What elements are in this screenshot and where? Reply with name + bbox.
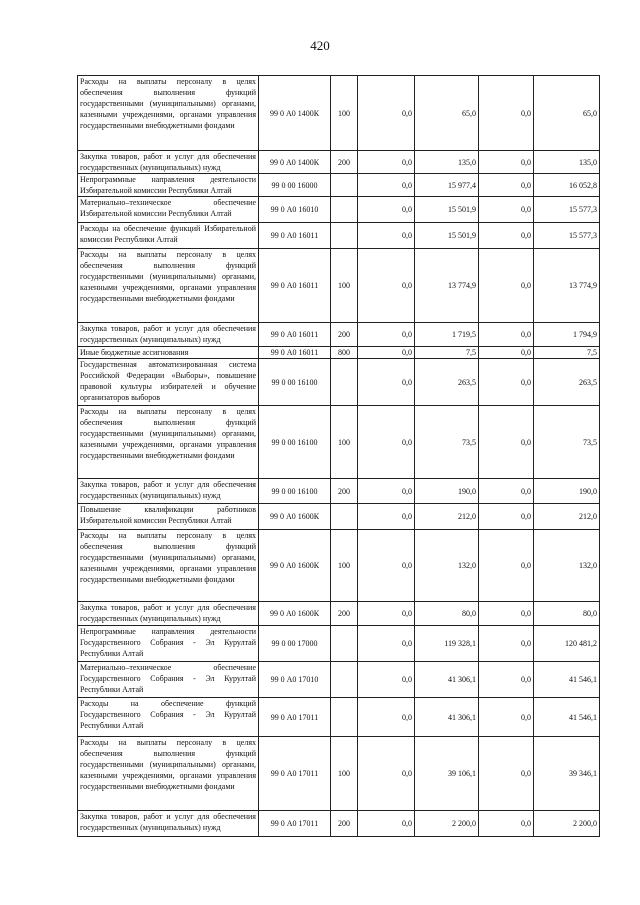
amount-cell-3: 0,0 bbox=[479, 737, 534, 811]
amount-cell-3: 0,0 bbox=[479, 662, 534, 698]
amount-cell-3: 0,0 bbox=[479, 504, 534, 530]
amount-cell-4: 41 546,1 bbox=[534, 662, 600, 698]
expense-name-cell: Расходы на выплаты персоналу в целях обеспечения выполнения функций государственными (муниципальными) органами, казенными учреждениями, органами управления государственными внебюджетными фондами bbox=[78, 76, 259, 151]
table-row bbox=[78, 359, 600, 406]
target-code-cell: 99 0 00 16000 bbox=[259, 174, 331, 197]
expense-type-cell bbox=[331, 626, 358, 662]
amount-cell-3: 0,0 bbox=[479, 197, 534, 223]
expense-name-cell: Непрограммные направления деятельности Избирательной комиссии Республики Алтай bbox=[78, 174, 259, 197]
amount-cell-2: 212,0 bbox=[415, 504, 479, 530]
table-row bbox=[78, 504, 600, 530]
expense-name-cell: Расходы на выплаты персоналу в целях обеспечения выполнения функций государственными (муниципальными) органами, казенными учреждениями, органами управления государственными внебюджетными фондами bbox=[78, 737, 259, 811]
amount-cell-2: 15 501,9 bbox=[415, 223, 479, 249]
amount-cell-1: 0,0 bbox=[358, 602, 415, 626]
amount-cell-3: 0,0 bbox=[479, 479, 534, 504]
amount-cell-1: 0,0 bbox=[358, 406, 415, 479]
amount-cell-2: 1 719,5 bbox=[415, 323, 479, 347]
amount-cell-2: 80,0 bbox=[415, 602, 479, 626]
amount-cell-4: 135,0 bbox=[534, 151, 600, 174]
amount-cell-4: 120 481,2 bbox=[534, 626, 600, 662]
amount-cell-1: 0,0 bbox=[358, 323, 415, 347]
target-code-cell: 99 0 А0 16010 bbox=[259, 197, 331, 223]
target-code-cell: 99 0 00 16100 bbox=[259, 479, 331, 504]
table-row bbox=[78, 174, 600, 197]
amount-cell-2: 119 328,1 bbox=[415, 626, 479, 662]
expense-type-cell: 100 bbox=[331, 737, 358, 811]
expense-type-cell: 100 bbox=[331, 406, 358, 479]
amount-cell-2: 132,0 bbox=[415, 530, 479, 602]
expense-name-cell: Закупка товаров, работ и услуг для обеспечения государственных (муниципальных) нужд bbox=[78, 151, 259, 174]
expense-type-cell: 800 bbox=[331, 347, 358, 359]
expense-name-cell: Закупка товаров, работ и услуг для обеспечения государственных (муниципальных) нужд bbox=[78, 323, 259, 347]
amount-cell-1: 0,0 bbox=[358, 479, 415, 504]
expense-type-cell bbox=[331, 662, 358, 698]
expense-type-cell bbox=[331, 174, 358, 197]
target-code-cell: 99 0 А0 16011 bbox=[259, 249, 331, 323]
amount-cell-2: 7,5 bbox=[415, 347, 479, 359]
amount-cell-4: 15 577,3 bbox=[534, 197, 600, 223]
expense-name-cell: Расходы на выплаты персоналу в целях обеспечения выполнения функций государственными (муниципальными) органами, казенными учреждениями, органами управления государственными внебюджетными фондами bbox=[78, 530, 259, 602]
amount-cell-3: 0,0 bbox=[479, 174, 534, 197]
amount-cell-3: 0,0 bbox=[479, 249, 534, 323]
expense-name-cell: Закупка товаров, работ и услуг для обеспечения государственных (муниципальных) нужд bbox=[78, 479, 259, 504]
amount-cell-3: 0,0 bbox=[479, 347, 534, 359]
amount-cell-1: 0,0 bbox=[358, 359, 415, 406]
table-row bbox=[78, 626, 600, 662]
target-code-cell: 99 0 А0 1400К bbox=[259, 151, 331, 174]
amount-cell-1: 0,0 bbox=[358, 698, 415, 737]
target-code-cell: 99 0 00 17000 bbox=[259, 626, 331, 662]
table-row bbox=[78, 811, 600, 837]
expense-type-cell: 100 bbox=[331, 530, 358, 602]
amount-cell-1: 0,0 bbox=[358, 249, 415, 323]
amount-cell-3: 0,0 bbox=[479, 151, 534, 174]
expense-type-cell bbox=[331, 223, 358, 249]
amount-cell-2: 65,0 bbox=[415, 76, 479, 151]
amount-cell-4: 15 577,3 bbox=[534, 223, 600, 249]
amount-cell-2: 13 774,9 bbox=[415, 249, 479, 323]
amount-cell-3: 0,0 bbox=[479, 406, 534, 479]
expense-name-cell: Государственная автоматизированная система Российской Федерации «Выборы», повышение правовой культуры избирателей и обучение организаторов выборов bbox=[78, 359, 259, 406]
table-row bbox=[78, 530, 600, 602]
budget-table bbox=[77, 75, 600, 837]
expense-name-cell: Расходы на выплаты персоналу в целях обеспечения выполнения функций государственными (муниципальными) органами, казенными учреждениями, органами управления государственными внебюджетными фондами bbox=[78, 406, 259, 479]
table-row bbox=[78, 223, 600, 249]
amount-cell-1: 0,0 bbox=[358, 347, 415, 359]
amount-cell-2: 190,0 bbox=[415, 479, 479, 504]
amount-cell-2: 41 306,1 bbox=[415, 662, 479, 698]
amount-cell-2: 39 106,1 bbox=[415, 737, 479, 811]
table-row bbox=[78, 323, 600, 347]
amount-cell-4: 212,0 bbox=[534, 504, 600, 530]
amount-cell-3: 0,0 bbox=[479, 76, 534, 151]
expense-name-cell: Расходы на обеспечение функций Государственного Собрания - Эл Курултай Республики Алтай bbox=[78, 698, 259, 737]
target-code-cell: 99 0 А0 1400К bbox=[259, 76, 331, 151]
expense-name-cell: Непрограммные направления деятельности Государственного Собрания - Эл Курултай Республики Алтай bbox=[78, 626, 259, 662]
expense-type-cell bbox=[331, 197, 358, 223]
amount-cell-4: 190,0 bbox=[534, 479, 600, 504]
amount-cell-3: 0,0 bbox=[479, 626, 534, 662]
amount-cell-3: 0,0 bbox=[479, 359, 534, 406]
table-row bbox=[78, 406, 600, 479]
amount-cell-3: 0,0 bbox=[479, 811, 534, 837]
expense-type-cell bbox=[331, 698, 358, 737]
amount-cell-2: 263,5 bbox=[415, 359, 479, 406]
expense-name-cell: Материально–техническое обеспечение Избирательной комиссии Республики Алтай bbox=[78, 197, 259, 223]
expense-type-cell: 200 bbox=[331, 323, 358, 347]
amount-cell-4: 16 052,8 bbox=[534, 174, 600, 197]
table-row bbox=[78, 76, 600, 151]
table-row bbox=[78, 347, 600, 359]
amount-cell-1: 0,0 bbox=[358, 76, 415, 151]
expense-type-cell: 100 bbox=[331, 249, 358, 323]
amount-cell-4: 73,5 bbox=[534, 406, 600, 479]
amount-cell-4: 80,0 bbox=[534, 602, 600, 626]
amount-cell-3: 0,0 bbox=[479, 698, 534, 737]
amount-cell-3: 0,0 bbox=[479, 223, 534, 249]
expense-name-cell: Иные бюджетные ассигнования bbox=[78, 347, 259, 359]
amount-cell-4: 1 794,9 bbox=[534, 323, 600, 347]
table-row bbox=[78, 249, 600, 323]
amount-cell-3: 0,0 bbox=[479, 530, 534, 602]
amount-cell-3: 0,0 bbox=[479, 323, 534, 347]
target-code-cell: 99 0 А0 17011 bbox=[259, 698, 331, 737]
budget-table-body bbox=[78, 76, 600, 837]
target-code-cell: 99 0 00 16100 bbox=[259, 359, 331, 406]
target-code-cell: 99 0 А0 16011 bbox=[259, 347, 331, 359]
amount-cell-2: 15 977,4 bbox=[415, 174, 479, 197]
expense-type-cell bbox=[331, 504, 358, 530]
expense-type-cell: 200 bbox=[331, 151, 358, 174]
amount-cell-4: 39 346,1 bbox=[534, 737, 600, 811]
amount-cell-4: 65,0 bbox=[534, 76, 600, 151]
amount-cell-1: 0,0 bbox=[358, 626, 415, 662]
expense-name-cell: Материально–техническое обеспечение Государственного Собрания - Эл Курултай Республики Алтай bbox=[78, 662, 259, 698]
target-code-cell: 99 0 А0 16011 bbox=[259, 323, 331, 347]
table-row bbox=[78, 698, 600, 737]
expense-type-cell: 200 bbox=[331, 479, 358, 504]
page-number: 420 bbox=[310, 38, 330, 53]
target-code-cell: 99 0 А0 17011 bbox=[259, 811, 331, 837]
table-row bbox=[78, 602, 600, 626]
target-code-cell: 99 0 А0 1600К bbox=[259, 504, 331, 530]
amount-cell-4: 41 546,1 bbox=[534, 698, 600, 737]
amount-cell-1: 0,0 bbox=[358, 223, 415, 249]
table-row bbox=[78, 151, 600, 174]
amount-cell-2: 135,0 bbox=[415, 151, 479, 174]
amount-cell-4: 2 200,0 bbox=[534, 811, 600, 837]
amount-cell-2: 2 200,0 bbox=[415, 811, 479, 837]
target-code-cell: 99 0 А0 1600К bbox=[259, 530, 331, 602]
expense-type-cell: 200 bbox=[331, 602, 358, 626]
table-row bbox=[78, 737, 600, 811]
expense-name-cell: Расходы на обеспечение функций Избирательной комиссии Республики Алтай bbox=[78, 223, 259, 249]
amount-cell-1: 0,0 bbox=[358, 662, 415, 698]
target-code-cell: 99 0 00 16100 bbox=[259, 406, 331, 479]
target-code-cell: 99 0 А0 16011 bbox=[259, 223, 331, 249]
amount-cell-1: 0,0 bbox=[358, 811, 415, 837]
amount-cell-4: 132,0 bbox=[534, 530, 600, 602]
amount-cell-1: 0,0 bbox=[358, 737, 415, 811]
amount-cell-1: 0,0 bbox=[358, 530, 415, 602]
amount-cell-1: 0,0 bbox=[358, 197, 415, 223]
amount-cell-1: 0,0 bbox=[358, 151, 415, 174]
expense-name-cell: Закупка товаров, работ и услуг для обеспечения государственных (муниципальных) нужд bbox=[78, 811, 259, 837]
target-code-cell: 99 0 А0 17011 bbox=[259, 737, 331, 811]
expense-type-cell: 200 bbox=[331, 811, 358, 837]
table-row bbox=[78, 479, 600, 504]
target-code-cell: 99 0 А0 17010 bbox=[259, 662, 331, 698]
amount-cell-1: 0,0 bbox=[358, 504, 415, 530]
amount-cell-2: 15 501,9 bbox=[415, 197, 479, 223]
amount-cell-4: 13 774,9 bbox=[534, 249, 600, 323]
amount-cell-3: 0,0 bbox=[479, 602, 534, 626]
amount-cell-2: 41 306,1 bbox=[415, 698, 479, 737]
table-row bbox=[78, 662, 600, 698]
amount-cell-4: 7,5 bbox=[534, 347, 600, 359]
amount-cell-1: 0,0 bbox=[358, 174, 415, 197]
expense-name-cell: Повышение квалификации работников Избирательной комиссии Республики Алтай bbox=[78, 504, 259, 530]
expense-name-cell: Закупка товаров, работ и услуг для обеспечения государственных (муниципальных) нужд bbox=[78, 602, 259, 626]
expense-name-cell: Расходы на выплаты персоналу в целях обеспечения выполнения функций государственными (муниципальными) органами, казенными учреждениями, органами управления государственными внебюджетными фондами bbox=[78, 249, 259, 323]
table-row bbox=[78, 197, 600, 223]
expense-type-cell: 100 bbox=[331, 76, 358, 151]
target-code-cell: 99 0 А0 1600К bbox=[259, 602, 331, 626]
amount-cell-2: 73,5 bbox=[415, 406, 479, 479]
amount-cell-4: 263,5 bbox=[534, 359, 600, 406]
expense-type-cell bbox=[331, 359, 358, 406]
